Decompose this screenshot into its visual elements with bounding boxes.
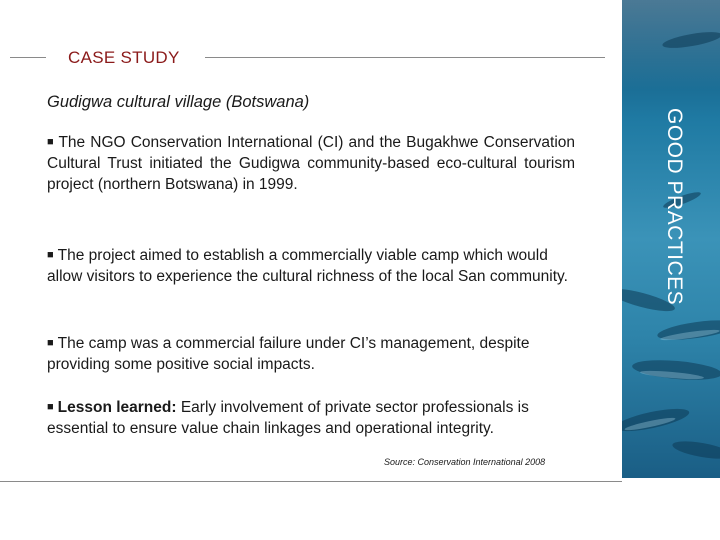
bullet-icon: ■ (47, 401, 54, 413)
paragraph-3 (47, 333, 575, 375)
panel-label: GOOD PRACTICES (663, 108, 686, 306)
side-image-panel (622, 0, 720, 478)
header-rule-right (205, 57, 605, 58)
paragraph-4 (47, 397, 575, 439)
bullet-icon: ■ (47, 249, 54, 261)
paragraph-2 (47, 245, 575, 287)
paragraph-2-text: The project aimed to establish a commercially viable camp which would allow visitors to experience the cultural richness of the local San community. (47, 247, 568, 285)
header-rule-left (10, 57, 46, 58)
bullet-icon: ■ (47, 136, 55, 148)
source-citation: Source: Conservation International 2008 (384, 457, 546, 467)
section-label: CASE STUDY (68, 48, 180, 67)
slide-subtitle: Gudigwa cultural village (Botswana) (47, 93, 310, 111)
paragraph-1-text: The NGO Conservation International (CI) and the Bugakhwe Conservation Cultural Trust initiated the Gudigwa community-based eco-cultural tourism project (northern Botswana) in 1999. (47, 134, 576, 193)
paragraph-3-text: The camp was a commercial failure under CI’s management, despite providing some positive social impacts. (47, 335, 530, 373)
footer-rule (0, 481, 622, 482)
lesson-learned-lead: Lesson learned: (57, 399, 177, 416)
bullet-icon: ■ (47, 337, 54, 349)
paragraph-1 (47, 132, 575, 195)
paragraph-4-text: Early involvement of private sector professionals is essential to ensure value chain linkages and operational integrity. (47, 399, 529, 437)
